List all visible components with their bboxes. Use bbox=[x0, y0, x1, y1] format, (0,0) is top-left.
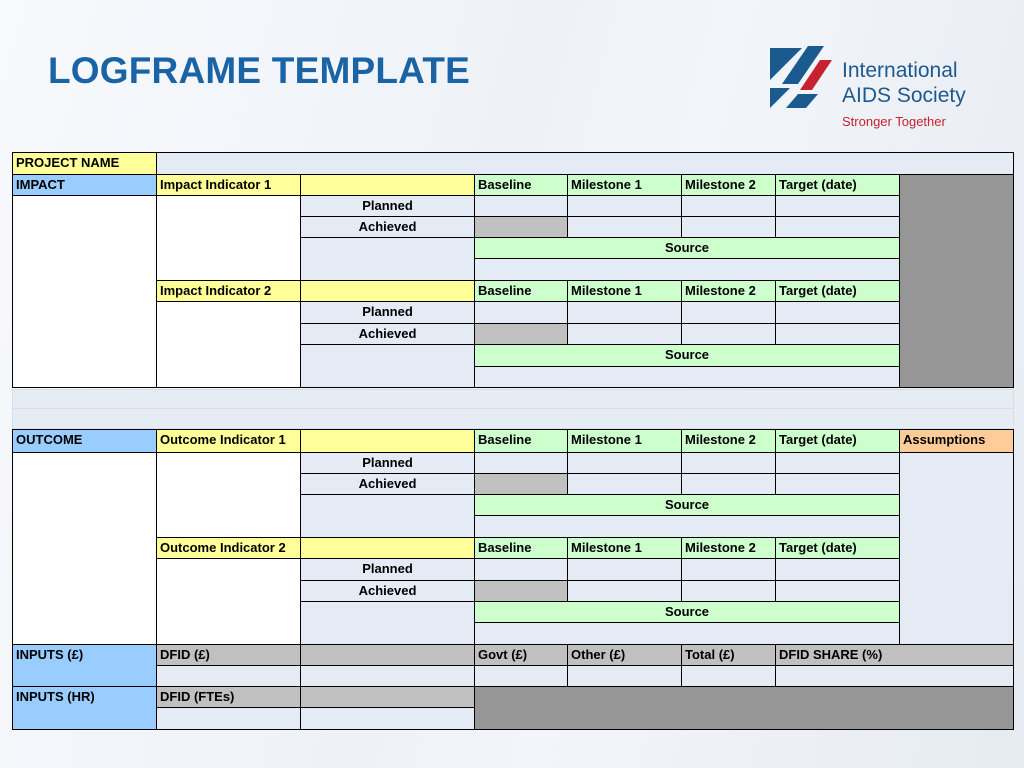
impact-1-achieved-target[interactable] bbox=[775, 216, 900, 238]
dfid-ftes-header-blank bbox=[300, 686, 475, 708]
impact-2-planned-m2[interactable] bbox=[681, 301, 776, 324]
outcome-2-achieved-baseline bbox=[474, 580, 568, 602]
logo-text bbox=[842, 58, 966, 108]
outcome-indicator-1-field[interactable] bbox=[300, 429, 475, 453]
impact-1-milestone2-header: Milestone 2 bbox=[681, 174, 776, 196]
outcome-2-source-header: Source bbox=[474, 601, 900, 623]
outcome-indicator-2-field[interactable] bbox=[300, 537, 475, 559]
other-field[interactable] bbox=[567, 665, 682, 687]
impact-2-planned-m1[interactable] bbox=[567, 301, 682, 324]
outcome-2-milestone1-header: Milestone 1 bbox=[567, 537, 682, 559]
outcome-2-planned-m2[interactable] bbox=[681, 558, 776, 581]
govt-header: Govt (£) bbox=[474, 644, 568, 666]
outcome-1-source-field[interactable] bbox=[474, 515, 900, 538]
inputs-hr-blank bbox=[474, 686, 1014, 730]
outcome-1-source-header: Source bbox=[474, 494, 900, 516]
impact-2-milestone1-header: Milestone 1 bbox=[567, 280, 682, 302]
impact-1-achieved-label: Achieved bbox=[300, 216, 475, 238]
impact-1-target-header: Target (date) bbox=[775, 174, 900, 196]
impact-label: IMPACT bbox=[12, 174, 157, 196]
inputs-hr-label: INPUTS (HR) bbox=[12, 686, 157, 730]
logo-tagline: Stronger Together bbox=[842, 114, 946, 129]
outcome-1-achieved-baseline bbox=[474, 473, 568, 495]
outcome-2-planned-target[interactable] bbox=[775, 558, 900, 581]
dfid-money-header-blank bbox=[300, 644, 475, 666]
spacer-row-2 bbox=[12, 408, 1014, 429]
outcome-2-baseline-header: Baseline bbox=[474, 537, 568, 559]
impact-2-achieved-m1[interactable] bbox=[567, 323, 682, 345]
outcome-2-achieved-m2[interactable] bbox=[681, 580, 776, 602]
impact-indicator-2-description[interactable] bbox=[156, 301, 301, 388]
outcome-2-achieved-label: Achieved bbox=[300, 580, 475, 602]
impact-indicator-2-field[interactable] bbox=[300, 280, 475, 302]
outcome-2-achieved-m1[interactable] bbox=[567, 580, 682, 602]
impact-1-planned-baseline[interactable] bbox=[474, 195, 568, 217]
impact-2-planned-baseline[interactable] bbox=[474, 301, 568, 324]
outcome-1-planned-label: Planned bbox=[300, 452, 475, 474]
dfid-ftes-field-2[interactable] bbox=[300, 707, 475, 730]
outcome-1-source-blank bbox=[300, 494, 475, 538]
total-field[interactable] bbox=[681, 665, 776, 687]
impact-1-source-field[interactable] bbox=[474, 258, 900, 281]
dfid-ftes-field[interactable] bbox=[156, 707, 301, 730]
impact-1-source-blank bbox=[300, 237, 475, 281]
assumptions-field[interactable] bbox=[899, 452, 1014, 645]
ias-logo-mark-icon bbox=[768, 44, 834, 110]
impact-2-achieved-baseline bbox=[474, 323, 568, 345]
outcome-2-planned-label: Planned bbox=[300, 558, 475, 581]
impact-1-planned-m1[interactable] bbox=[567, 195, 682, 217]
impact-2-baseline-header: Baseline bbox=[474, 280, 568, 302]
spacer-row-1 bbox=[12, 389, 1014, 409]
impact-2-source-field[interactable] bbox=[474, 366, 900, 388]
assumptions-header: Assumptions bbox=[899, 429, 1014, 453]
outcome-1-milestone1-header: Milestone 1 bbox=[567, 429, 682, 453]
impact-1-baseline-header: Baseline bbox=[474, 174, 568, 196]
impact-indicator-2-label: Impact Indicator 2 bbox=[156, 280, 301, 302]
impact-1-planned-label: Planned bbox=[300, 195, 475, 217]
impact-indicator-1-description[interactable] bbox=[156, 195, 301, 281]
outcome-1-target-header: Target (date) bbox=[775, 429, 900, 453]
impact-1-planned-m2[interactable] bbox=[681, 195, 776, 217]
outcome-indicator-1-description[interactable] bbox=[156, 452, 301, 538]
total-header: Total (£) bbox=[681, 644, 776, 666]
impact-2-source-blank bbox=[300, 344, 475, 388]
outcome-2-source-blank bbox=[300, 601, 475, 645]
impact-assumptions-blank bbox=[899, 174, 1014, 388]
outcome-2-target-header: Target (date) bbox=[775, 537, 900, 559]
impact-2-target-header: Target (date) bbox=[775, 280, 900, 302]
impact-statement-field[interactable] bbox=[12, 195, 157, 388]
impact-2-achieved-m2[interactable] bbox=[681, 323, 776, 345]
outcome-indicator-1-label: Outcome Indicator 1 bbox=[156, 429, 301, 453]
dfid-share-field[interactable] bbox=[775, 665, 1014, 687]
impact-indicator-1-label: Impact Indicator 1 bbox=[156, 174, 301, 196]
dfid-money-field[interactable] bbox=[156, 665, 301, 687]
dfid-share-header: DFID SHARE (%) bbox=[775, 644, 1014, 666]
impact-2-milestone2-header: Milestone 2 bbox=[681, 280, 776, 302]
outcome-2-achieved-target[interactable] bbox=[775, 580, 900, 602]
project-name-field[interactable] bbox=[156, 152, 1014, 175]
outcome-2-planned-m1[interactable] bbox=[567, 558, 682, 581]
outcome-indicator-2-label: Outcome Indicator 2 bbox=[156, 537, 301, 559]
outcome-1-planned-m1[interactable] bbox=[567, 452, 682, 474]
impact-2-planned-label: Planned bbox=[300, 301, 475, 324]
dfid-ftes-header: DFID (FTEs) bbox=[156, 686, 301, 708]
other-header: Other (£) bbox=[567, 644, 682, 666]
impact-2-planned-target[interactable] bbox=[775, 301, 900, 324]
impact-1-achieved-baseline bbox=[474, 216, 568, 238]
outcome-2-planned-baseline[interactable] bbox=[474, 558, 568, 581]
outcome-indicator-2-description[interactable] bbox=[156, 558, 301, 645]
page-title: LOGFRAME TEMPLATE bbox=[48, 50, 471, 91]
impact-1-planned-target[interactable] bbox=[775, 195, 900, 217]
ias-logo bbox=[768, 44, 988, 134]
outcome-1-baseline-header: Baseline bbox=[474, 429, 568, 453]
outcome-1-achieved-target[interactable] bbox=[775, 473, 900, 495]
dfid-money-header: DFID (£) bbox=[156, 644, 301, 666]
outcome-2-source-field[interactable] bbox=[474, 622, 900, 645]
logo-line-2: AIDS Society bbox=[842, 84, 966, 107]
outcome-1-planned-baseline[interactable] bbox=[474, 452, 568, 474]
outcome-1-achieved-m2[interactable] bbox=[681, 473, 776, 495]
impact-1-achieved-m1[interactable] bbox=[567, 216, 682, 238]
outcome-1-achieved-m1[interactable] bbox=[567, 473, 682, 495]
project-name-label: PROJECT NAME bbox=[12, 152, 157, 175]
govt-field[interactable] bbox=[474, 665, 568, 687]
outcome-1-milestone2-header: Milestone 2 bbox=[681, 429, 776, 453]
outcome-statement-field[interactable] bbox=[12, 452, 157, 645]
outcome-1-achieved-label: Achieved bbox=[300, 473, 475, 495]
outcome-label: OUTCOME bbox=[12, 429, 157, 453]
impact-2-source-header: Source bbox=[474, 344, 900, 367]
inputs-money-label: INPUTS (£) bbox=[12, 644, 157, 687]
outcome-2-milestone2-header: Milestone 2 bbox=[681, 537, 776, 559]
impact-1-source-header: Source bbox=[474, 237, 900, 259]
impact-1-milestone1-header: Milestone 1 bbox=[567, 174, 682, 196]
outcome-1-planned-target[interactable] bbox=[775, 452, 900, 474]
outcome-1-planned-m2[interactable] bbox=[681, 452, 776, 474]
logo-line-1: International bbox=[842, 59, 958, 82]
dfid-money-field-2[interactable] bbox=[300, 665, 475, 687]
impact-1-achieved-m2[interactable] bbox=[681, 216, 776, 238]
impact-2-achieved-target[interactable] bbox=[775, 323, 900, 345]
impact-2-achieved-label: Achieved bbox=[300, 323, 475, 345]
impact-indicator-1-field[interactable] bbox=[300, 174, 475, 196]
